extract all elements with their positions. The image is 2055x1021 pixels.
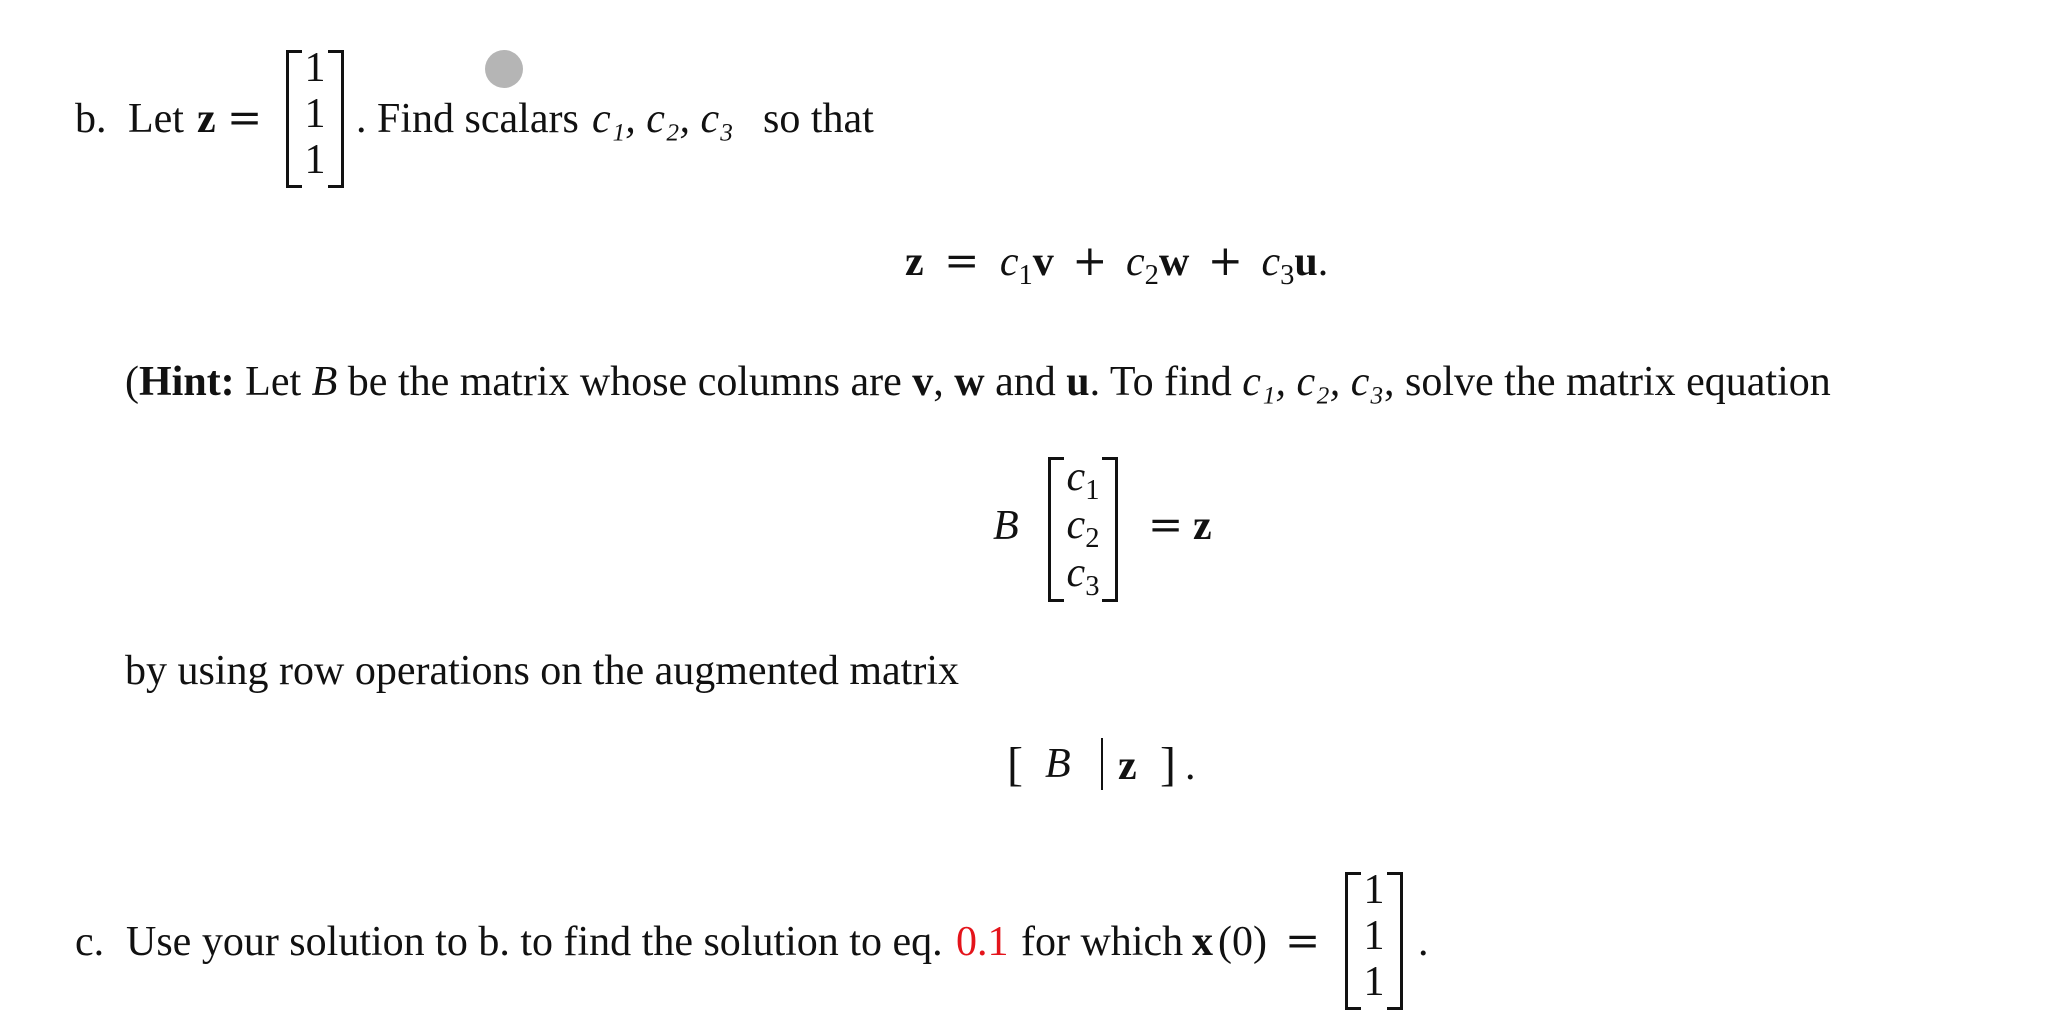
eq-w: w <box>1158 239 1190 285</box>
aug-z: z <box>1118 743 1137 789</box>
z-entry-3: 1 <box>304 137 326 183</box>
eq-plus-1: + <box>1072 236 1108 285</box>
part-b-label: b. <box>75 96 107 142</box>
hint-u: u <box>1066 359 1090 405</box>
so-that-text: so that <box>763 96 874 142</box>
linear-combination-equation <box>905 236 1329 292</box>
eq-c3-sub: 3 <box>1280 260 1295 292</box>
z-symbol: z <box>197 96 216 142</box>
x0-vector <box>1345 867 1403 1010</box>
aug-divider <box>1101 738 1103 790</box>
part-c-label: c. <box>75 919 105 965</box>
eq-reference-link[interactable]: 0.1 <box>956 919 1009 965</box>
hint-comma: , <box>933 359 944 405</box>
x0-entry-3: 1 <box>1363 959 1385 1005</box>
matrix-eq-equals: = <box>1148 500 1184 549</box>
hint-paragraph <box>125 358 1831 406</box>
eq-plus-2: + <box>1207 236 1243 285</box>
eq-equals: = <box>944 236 980 285</box>
z-entry-2: 1 <box>304 91 326 137</box>
hint-text-let: Let <box>245 359 302 405</box>
eq-lhs-z: z <box>905 239 924 285</box>
cursor-indicator <box>485 50 523 88</box>
aug-open-bracket: [ <box>1007 738 1023 791</box>
hint-scalars: c₁, c₂, c₃ <box>1242 359 1385 405</box>
z-vector <box>286 45 344 188</box>
hint-text-solve: , solve the matrix equation <box>1384 359 1831 405</box>
aug-period: . <box>1185 743 1196 789</box>
x0-entry-1: 1 <box>1363 867 1385 913</box>
z-entry-1: 1 <box>304 45 326 91</box>
hint-B: B <box>311 359 338 405</box>
c-vector <box>1048 454 1118 603</box>
eq-u: u <box>1294 239 1318 285</box>
hint-v: v <box>912 359 934 405</box>
eq-c3: c <box>1261 239 1281 285</box>
matrix-eq-z: z <box>1193 503 1212 549</box>
hint-w: w <box>954 359 985 405</box>
hint-open-paren: ( <box>125 359 139 405</box>
scalars-list: c₁, c₂, c₃ <box>592 96 734 142</box>
x-symbol: x <box>1192 919 1213 965</box>
eq-c2: c <box>1126 239 1145 285</box>
matrix-eq-B: B <box>993 503 1019 549</box>
hint-and: and <box>995 359 1056 405</box>
c-entry-3: $c_3$ <box>1066 550 1100 603</box>
let-text: Let <box>128 96 184 142</box>
x-argument: (0) <box>1218 919 1267 965</box>
equals-sign: = <box>227 93 263 142</box>
part-c-period: . <box>1418 919 1429 965</box>
part-c-text: Use your solution to b. to find the solution to eq. <box>126 919 943 965</box>
row-operations-text: by using row operations on the augmented matrix <box>125 648 959 694</box>
eq-c1-sub: 1 <box>1018 260 1033 292</box>
c-entry-2: $c_2$ <box>1066 502 1100 555</box>
c-entry-1: $c_1$ <box>1066 454 1100 507</box>
hint-text-to-find: . To find <box>1089 359 1232 405</box>
x0-entry-2: 1 <box>1363 913 1385 959</box>
eq-c1: c <box>999 239 1019 285</box>
for-which-text: for which <box>1021 919 1184 965</box>
part-c-equals: = <box>1285 916 1321 965</box>
aug-B: B <box>1045 741 1071 787</box>
hint-text-matrix: be the matrix whose columns are <box>347 359 902 405</box>
find-scalars-text: . Find scalars <box>356 96 579 142</box>
eq-v: v <box>1032 239 1054 285</box>
hint-label: Hint: <box>139 359 235 405</box>
eq-period: . <box>1317 239 1329 285</box>
aug-close-bracket: ] <box>1160 738 1176 791</box>
eq-c2-sub: 2 <box>1144 260 1159 292</box>
